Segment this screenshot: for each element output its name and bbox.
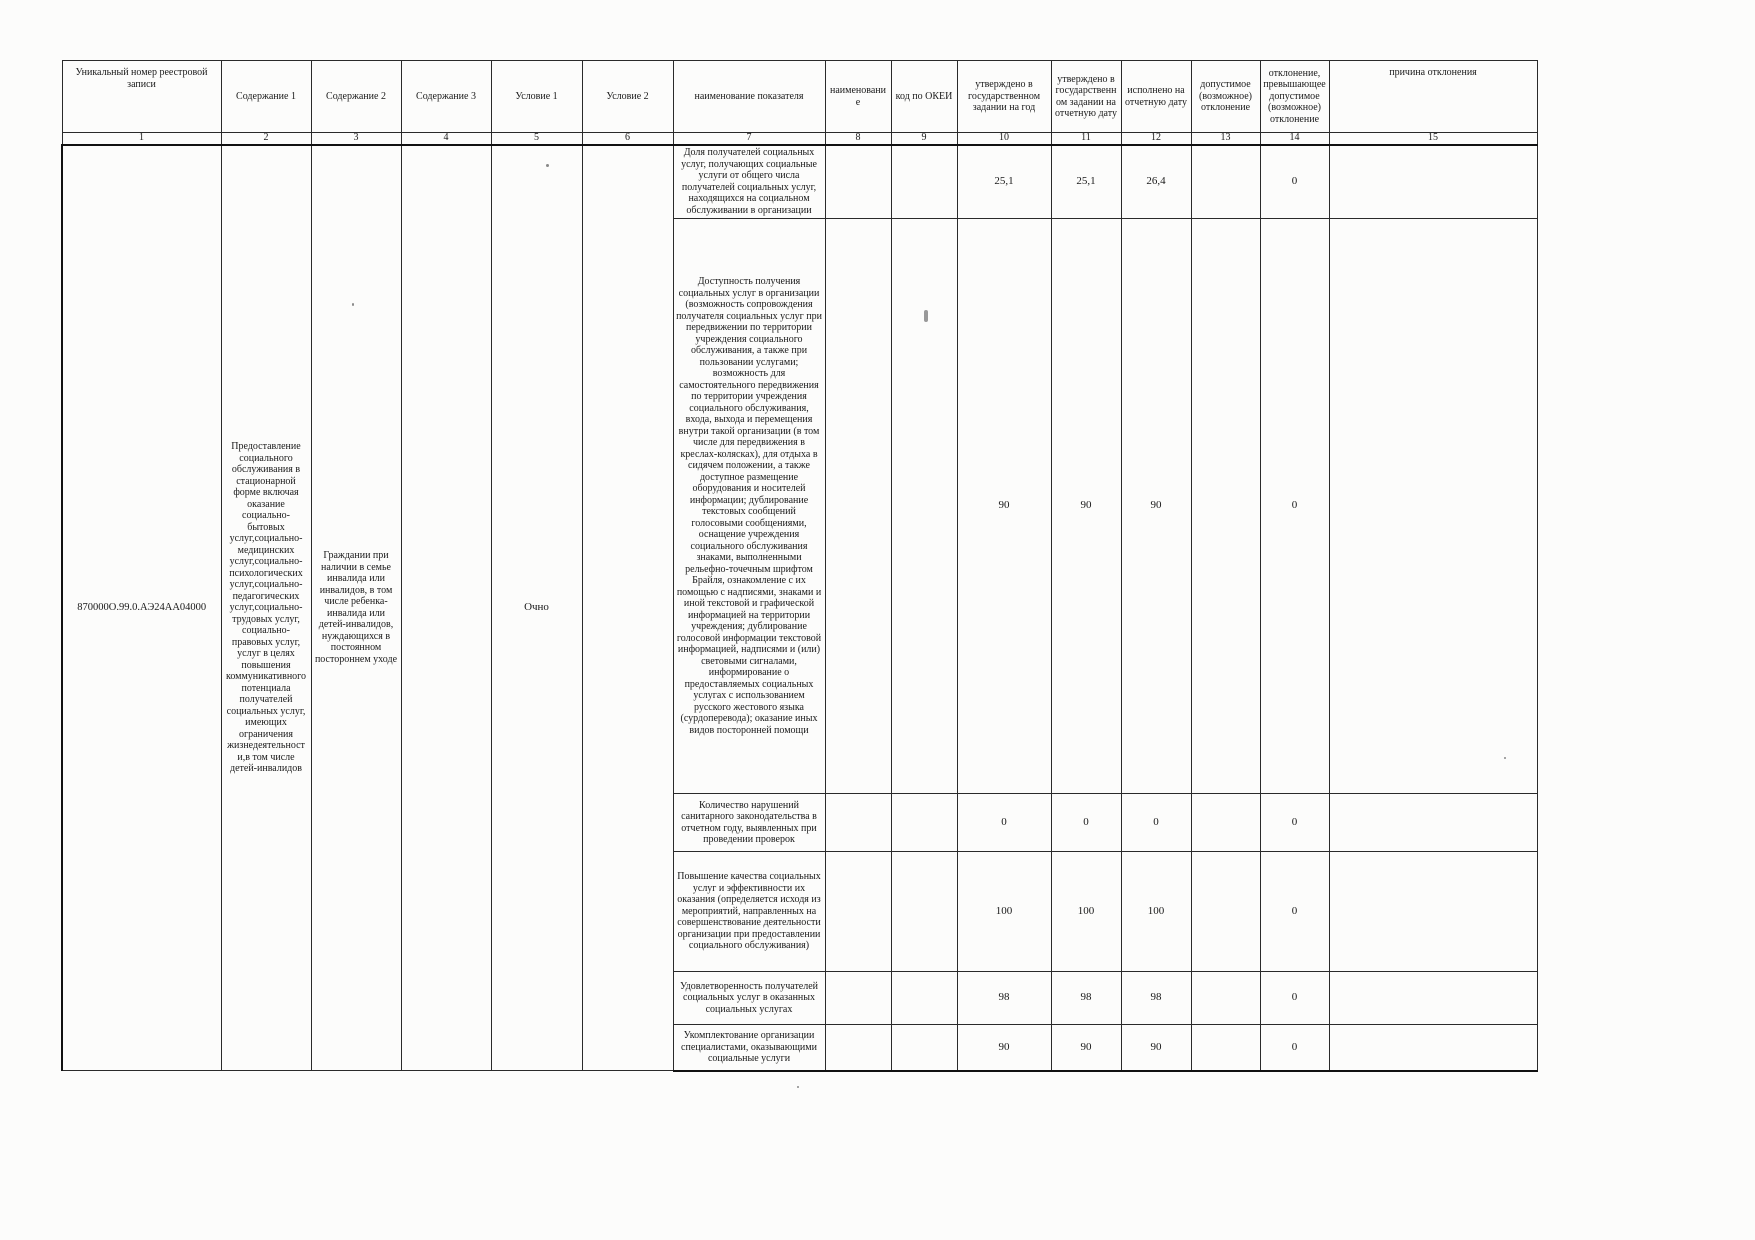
- executed-value: 26,4: [1121, 145, 1191, 219]
- column-number: 9: [891, 133, 957, 145]
- allowed-deviation-value: [1191, 972, 1260, 1025]
- reason-value: [1329, 852, 1537, 972]
- header-indicator: наименование показателя: [673, 61, 825, 133]
- header-content-1: Содержание 1: [221, 61, 311, 133]
- indicator-unit-name: [825, 852, 891, 972]
- column-number: 1: [62, 133, 221, 145]
- approved-year-value: 90: [957, 1025, 1051, 1071]
- executed-value: 98: [1121, 972, 1191, 1025]
- indicator-okei: [891, 972, 957, 1025]
- allowed-deviation-value: [1191, 145, 1260, 219]
- approved-year-value: 98: [957, 972, 1051, 1025]
- indicator-unit-name: [825, 145, 891, 219]
- column-number: 5: [491, 133, 582, 145]
- indicator-name: Повышение качества социальных услуг и эффективности их оказания (определяется исходя из мероприятий, направленных на совершенствование деятельности организации при предоставлении социального обслуживания): [673, 852, 825, 972]
- allowed-deviation-value: [1191, 219, 1260, 794]
- column-number: 14: [1260, 133, 1329, 145]
- approved-date-value: 25,1: [1051, 145, 1121, 219]
- indicator-name: Количество нарушений санитарного законодательства в отчетном году, выявленных при проведении проверок: [673, 794, 825, 852]
- scan-speck: [546, 164, 549, 167]
- exceeding-deviation-value: 0: [1260, 1025, 1329, 1071]
- column-number: 11: [1051, 133, 1121, 145]
- approved-year-value: 90: [957, 219, 1051, 794]
- column-number: 6: [582, 133, 673, 145]
- reason-value: [1329, 145, 1537, 219]
- executed-value: 90: [1121, 219, 1191, 794]
- indicator-name: Удовлетворенность получателей социальных услуг в оказанных социальных услугах: [673, 972, 825, 1025]
- header-reason: причина отклонения: [1329, 61, 1537, 133]
- content-1-cell: Предоставление социального обслуживания в стационарной форме включая оказание социально-бытовых услуг,социально-медицинских услуг,социально-психологических услуг,социально-педагогических услуг,социально-трудовых услуг, социально-правовых услуг, услуг в целях повышения коммуникативного потенциала получателей социальных услуг, имеющих ограничения жизнедеятельност и,в том числе детей-инвалидов: [221, 145, 311, 1071]
- header-name: наименовани е: [825, 61, 891, 133]
- header-executed: исполнено на отчетную дату: [1121, 61, 1191, 133]
- approved-date-value: 90: [1051, 219, 1121, 794]
- registry-number: 870000О.99.0.АЭ24АА04000: [62, 145, 221, 1071]
- exceeding-deviation-value: 0: [1260, 145, 1329, 219]
- header-okei: код по ОКЕИ: [891, 61, 957, 133]
- indicator-okei: [891, 794, 957, 852]
- executed-value: 0: [1121, 794, 1191, 852]
- approved-year-value: 0: [957, 794, 1051, 852]
- approved-date-value: 100: [1051, 852, 1121, 972]
- reason-value: [1329, 219, 1537, 794]
- header-condition-2: Условие 2: [582, 61, 673, 133]
- content-3-cell: [401, 145, 491, 1071]
- indicator-name: Укомплектование организации специалистами, оказывающими социальные услуги: [673, 1025, 825, 1071]
- executed-value: 90: [1121, 1025, 1191, 1071]
- column-number: 12: [1121, 133, 1191, 145]
- scan-speck: [924, 310, 928, 322]
- indicator-unit-name: [825, 794, 891, 852]
- column-number: 8: [825, 133, 891, 145]
- condition-2-cell: [582, 145, 673, 1071]
- indicator-okei: [891, 145, 957, 219]
- column-number: 10: [957, 133, 1051, 145]
- header-condition-1: Условие 1: [491, 61, 582, 133]
- column-number: 13: [1191, 133, 1260, 145]
- indicator-unit-name: [825, 972, 891, 1025]
- indicator-name: Доступность получения социальных услуг в организации (возможность сопровождения получателя социальных услуг при передвижении по территории учреждения социального обслуживания, а также при пользовании услугами; возможность для самостоятельного передвижения по территории учреждения социального обслуживания, входа, выхода и перемещения внутри такой организации (в том числе для передвижения в креслах-колясках), для отдыха в сидячем положении, а также доступное размещение оборудования и носителей информации; дублирование текстовых сообщений голосовыми сообщениями, оснащение учреждения социального обслуживания знаками, выполненными рельефно-точечным шрифтом Брайля, ознакомление с их помощью с надписями, знаками и иной текстовой и графической информацией на территории учреждения; дублирование голосовой информации текстовой информацией, надписями и (или) световыми сигналами, информирование о предоставляемых социальных услугах с использованием русского жестового языка (сурдоперевода); оказание иных видов посторонней помощи: [673, 219, 825, 794]
- approved-date-value: 0: [1051, 794, 1121, 852]
- header-approved-date: утверждено в государственн ом задании на отчетную дату: [1051, 61, 1121, 133]
- column-number: 7: [673, 133, 825, 145]
- header-content-3: Содержание 3: [401, 61, 491, 133]
- column-number: 3: [311, 133, 401, 145]
- allowed-deviation-value: [1191, 794, 1260, 852]
- header-registry: Уникальный номер реестровой записи: [62, 61, 221, 133]
- header-approved-year: утверждено в государственном задании на год: [957, 61, 1051, 133]
- reason-value: [1329, 794, 1537, 852]
- indicator-unit-name: [825, 219, 891, 794]
- exceeding-deviation-value: 0: [1260, 972, 1329, 1025]
- column-number: 2: [221, 133, 311, 145]
- reason-value: [1329, 972, 1537, 1025]
- header-row: [62, 61, 1537, 133]
- exceeding-deviation-value: 0: [1260, 852, 1329, 972]
- approved-date-value: 98: [1051, 972, 1121, 1025]
- indicator-unit-name: [825, 1025, 891, 1071]
- condition-1-cell: Очно: [491, 145, 582, 1071]
- indicator-row: [62, 145, 1537, 219]
- reason-value: [1329, 1025, 1537, 1071]
- indicator-okei: [891, 1025, 957, 1071]
- column-number: 15: [1329, 133, 1537, 145]
- report-table: [61, 60, 1538, 1072]
- indicator-okei: [891, 852, 957, 972]
- approved-year-value: 25,1: [957, 145, 1051, 219]
- column-number: 4: [401, 133, 491, 145]
- scan-speck: [1504, 757, 1506, 759]
- executed-value: 100: [1121, 852, 1191, 972]
- content-2-cell: Граждании при наличии в семье инвалида или инвалидов, в том числе ребенка-инвалида или детей-инвалидов, нуждающихся в постоянном постороннем уходе: [311, 145, 401, 1071]
- header-content-2: Содержание 2: [311, 61, 401, 133]
- indicator-name: Доля получателей социальных услуг, получающих социальные услуги от общего числа получателей социальных услуг, находящихся на социальном обслуживании в организации: [673, 145, 825, 219]
- allowed-deviation-value: [1191, 852, 1260, 972]
- header-exceeding-deviation: отклонение, превышающее допустимое (возможное) отклонение: [1260, 61, 1329, 133]
- exceeding-deviation-value: 0: [1260, 794, 1329, 852]
- scan-speck: [797, 1086, 799, 1088]
- allowed-deviation-value: [1191, 1025, 1260, 1071]
- exceeding-deviation-value: 0: [1260, 219, 1329, 794]
- indicator-okei: [891, 219, 957, 794]
- scan-speck: [352, 303, 354, 306]
- approved-year-value: 100: [957, 852, 1051, 972]
- approved-date-value: 90: [1051, 1025, 1121, 1071]
- header-allowed-deviation: допустимое (возможное) отклонение: [1191, 61, 1260, 133]
- column-number-row: [62, 133, 1537, 145]
